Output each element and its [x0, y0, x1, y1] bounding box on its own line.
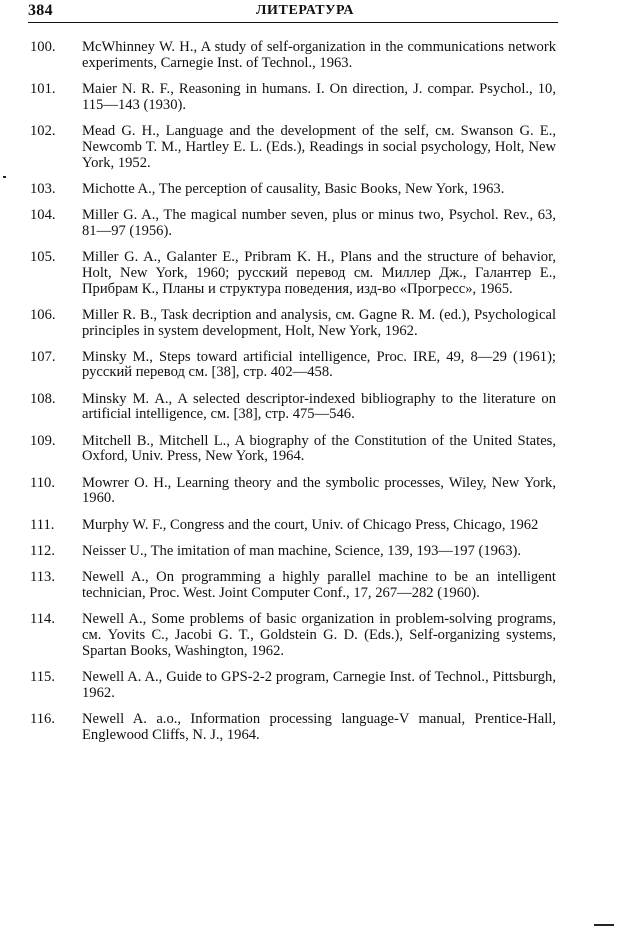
reference-item — [30, 82, 556, 114]
reference-item — [30, 308, 556, 340]
reference-text: Murphy W. F., Congress and the court, Univ. of Chicago Press, Chicago, 1962 — [82, 516, 539, 533]
reference-number: 112. — [30, 542, 55, 559]
reference-item — [30, 712, 556, 744]
reference-item — [30, 670, 556, 702]
reference-text: McWhinney W. H., A study of self-organization in the communications network experiments, Carnegie Inst. of Technol., 1963. — [82, 39, 556, 71]
reference-item — [30, 612, 556, 659]
reference-text: Mitchell B., Mitchell L., A biography of the Constitution of the United States, Oxford, Univ. Press, New York, 1964. — [82, 432, 556, 465]
reference-item — [30, 544, 556, 560]
reference-number: 105. — [30, 248, 56, 265]
reference-number: 107. — [30, 348, 56, 365]
reference-item — [30, 476, 556, 508]
reference-text: Minsky M., Steps toward artificial intelligence, Proc. IRE, 49, 8—29 (1961); русский перевод см. [38], стр. 402—458. — [82, 348, 556, 381]
reference-text: Miller G. A., Galanter E., Pribram K. H., Plans and the structure of behavior, Holt, New York, 1960; русский перевод см. Миллер Дж., Галантер Е., Прибрам К., Планы и структура поведения, изд-во «Прогресс», 1965. — [82, 248, 556, 297]
reference-item — [30, 124, 556, 171]
reference-item — [30, 182, 556, 198]
reference-text: Newell A., On programming a highly parallel machine to be an intelligent technician, Proc. West. Joint Computer Conf., 17, 267—282 (1960). — [82, 569, 556, 601]
reference-number: 101. — [30, 80, 56, 97]
reference-number: 113. — [30, 569, 55, 585]
reference-item — [30, 392, 556, 424]
reference-text: Mead G. H., Language and the development of the self, см. Swanson G. E., Newcomb T. M., Hartley E. L. (Eds.), Readings in social psychology, Holt, New York, 1952. — [82, 122, 556, 171]
page-edge-mark — [594, 924, 614, 926]
reference-text: Maier N. R. F., Reasoning in humans. I. On direction, J. compar. Psychol., 10, 115—143 (1930). — [82, 80, 556, 113]
reference-text: Newell A. a.o., Information processing language-V manual, Prentice-Hall, Englewood Cliffs, N. J., 1964. — [82, 710, 556, 743]
page-number: 384 — [28, 2, 53, 19]
reference-text: Miller G. A., The magical number seven, plus or minus two, Psychol. Rev., 63, 81—97 (1956). — [82, 206, 556, 239]
reference-number: 115. — [30, 668, 55, 685]
reference-text: Minsky M. A., A selected descriptor-indexed bibliography to the literature on artificial intelligence, см. [38], стр. 475—546. — [82, 390, 556, 423]
margin-mark — [3, 176, 6, 178]
reference-number: 100. — [30, 39, 56, 55]
reference-item — [30, 208, 556, 240]
reference-number: 108. — [30, 390, 56, 407]
reference-item — [30, 350, 556, 382]
reference-number: 111. — [30, 516, 55, 533]
reference-number: 116. — [30, 710, 55, 727]
reference-number: 114. — [30, 610, 55, 627]
reference-text: Mowrer O. H., Learning theory and the symbolic processes, Wiley, New York, 1960. — [82, 474, 556, 507]
reference-number: 102. — [30, 122, 56, 139]
reference-item — [30, 40, 556, 72]
reference-item — [30, 518, 556, 534]
reference-text: Michotte A., The perception of causality, Basic Books, New York, 1963. — [82, 180, 505, 197]
reference-text: Neisser U., The imitation of man machine, Science, 139, 193—197 (1963). — [82, 542, 522, 559]
reference-number: 103. — [30, 180, 56, 197]
reference-number: 109. — [30, 432, 56, 449]
reference-text: Newell A. A., Guide to GPS-2-2 program, Carnegie Inst. of Technol., Pittsburgh, 1962. — [82, 668, 556, 701]
reference-number: 110. — [30, 474, 55, 491]
reference-item — [30, 434, 556, 466]
reference-item — [30, 250, 556, 297]
reference-item — [30, 570, 556, 602]
reference-number: 106. — [30, 306, 56, 323]
reference-text: Newell A., Some problems of basic organization in problem-solving programs, см. Yovits C., Jacobi G. T., Goldstein G. D. (Eds.), Self-organizing systems, Spartan Books, Washington, 1962. — [82, 610, 556, 659]
page-header — [28, 2, 558, 23]
running-title: ЛИТЕРАТУРА — [256, 3, 355, 18]
reference-text: Miller R. B., Task decription and analysis, см. Gagne R. M. (ed.), Psychological principles in system development, Holt, New York, 1962. — [82, 306, 556, 339]
reference-list — [30, 40, 556, 754]
reference-number: 104. — [30, 206, 56, 223]
